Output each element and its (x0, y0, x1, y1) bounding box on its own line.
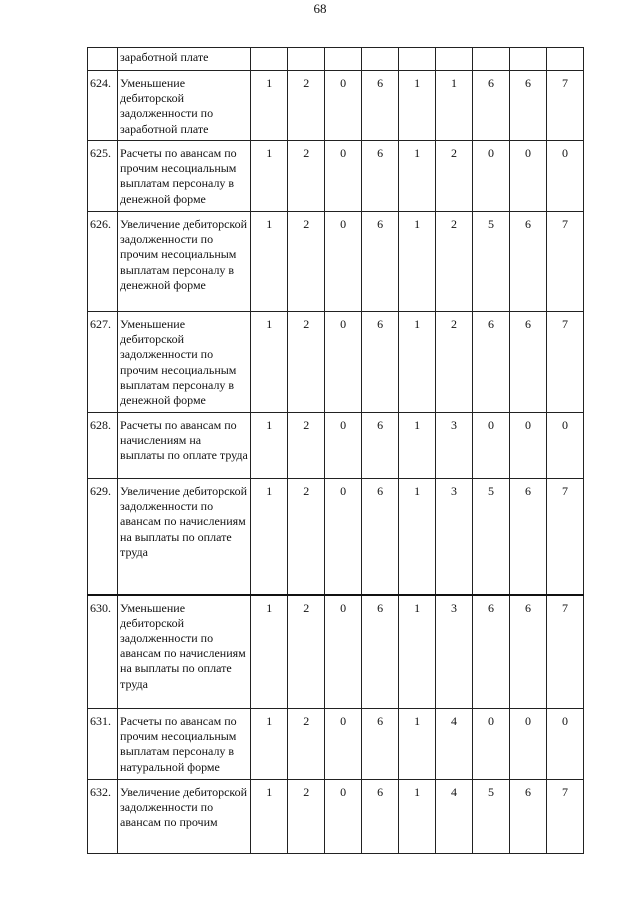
row-number: 630. (88, 595, 118, 709)
table-row (88, 71, 584, 141)
code-digit: 0 (325, 413, 362, 479)
code-digit: 6 (362, 479, 399, 595)
code-digit: 3 (436, 413, 473, 479)
table-row (88, 413, 584, 479)
row-number: 628. (88, 413, 118, 479)
row-name: Уменьшение дебиторской задолженности по заработной плате (118, 71, 251, 141)
row-name: Уменьшение дебиторской задолженности по прочим несоциальным выплатам персоналу в денежной форме (118, 312, 251, 413)
code-digit: 2 (288, 780, 325, 854)
code-digit: 6 (509, 595, 546, 709)
code-digit: 0 (473, 709, 510, 780)
accounts-table (87, 47, 584, 854)
code-digit: 1 (251, 709, 288, 780)
code-digit: 4 (436, 780, 473, 854)
row-number: 632. (88, 780, 118, 854)
code-digit: 6 (509, 212, 546, 312)
code-digit: 7 (546, 212, 583, 312)
code-digit: 1 (399, 312, 436, 413)
code-digit: 1 (251, 312, 288, 413)
table-row (88, 312, 584, 413)
code-digit: 0 (325, 479, 362, 595)
code-digit: 4 (436, 709, 473, 780)
code-digit: 1 (251, 71, 288, 141)
code-digit: 1 (436, 71, 473, 141)
code-digit: 2 (288, 71, 325, 141)
code-digit: 0 (325, 780, 362, 854)
code-digit (325, 48, 362, 71)
code-digit (288, 48, 325, 71)
row-number: 627. (88, 312, 118, 413)
code-digit: 1 (399, 212, 436, 312)
code-digit: 0 (509, 709, 546, 780)
row-number: 629. (88, 479, 118, 595)
code-digit: 5 (473, 780, 510, 854)
code-digit: 2 (288, 479, 325, 595)
code-digit: 6 (362, 141, 399, 212)
row-name: Уменьшение дебиторской задолженности по авансам по начислениям на выплаты по оплате труда (118, 595, 251, 709)
code-digit (362, 48, 399, 71)
table-row (88, 48, 584, 71)
code-digit (546, 48, 583, 71)
code-digit: 1 (399, 780, 436, 854)
code-digit: 6 (362, 413, 399, 479)
code-digit: 0 (546, 141, 583, 212)
code-digit: 1 (399, 709, 436, 780)
code-digit: 1 (399, 141, 436, 212)
code-digit: 2 (436, 312, 473, 413)
code-digit: 3 (436, 595, 473, 709)
code-digit (473, 48, 510, 71)
code-digit (251, 48, 288, 71)
code-digit: 2 (288, 595, 325, 709)
code-digit: 6 (473, 71, 510, 141)
code-digit: 6 (362, 71, 399, 141)
code-digit: 6 (509, 312, 546, 413)
page-number: 68 (313, 1, 327, 16)
code-digit: 0 (546, 413, 583, 479)
table-row (88, 141, 584, 212)
code-digit: 7 (546, 312, 583, 413)
table-row (88, 479, 584, 595)
code-digit: 7 (546, 71, 583, 141)
code-digit: 0 (546, 709, 583, 780)
code-digit: 0 (325, 212, 362, 312)
table-row (88, 212, 584, 312)
row-name: Расчеты по авансам по начислениям на выплаты по оплате труда (118, 413, 251, 479)
code-digit: 1 (251, 141, 288, 212)
code-digit: 1 (399, 479, 436, 595)
code-digit: 0 (473, 413, 510, 479)
code-digit: 6 (362, 212, 399, 312)
code-digit: 5 (473, 479, 510, 595)
code-digit: 1 (251, 780, 288, 854)
code-digit: 6 (362, 709, 399, 780)
row-name: Увеличение дебиторской задолженности по авансам по прочим (118, 780, 251, 854)
code-digit: 6 (362, 312, 399, 413)
code-digit: 0 (509, 141, 546, 212)
code-digit: 7 (546, 595, 583, 709)
code-digit (436, 48, 473, 71)
code-digit: 1 (399, 71, 436, 141)
code-digit: 1 (251, 413, 288, 479)
code-digit: 2 (288, 141, 325, 212)
code-digit: 2 (288, 312, 325, 413)
code-digit: 6 (362, 595, 399, 709)
code-digit: 6 (509, 479, 546, 595)
code-digit: 2 (288, 709, 325, 780)
code-digit: 2 (436, 141, 473, 212)
code-digit: 0 (325, 595, 362, 709)
code-digit: 0 (473, 141, 510, 212)
code-digit: 6 (473, 595, 510, 709)
row-number: 631. (88, 709, 118, 780)
row-name: заработной плате (118, 48, 251, 71)
row-name: Увеличение дебиторской задолженности по авансам по начислениям на выплаты по оплате труда (118, 479, 251, 595)
code-digit: 0 (325, 312, 362, 413)
row-number (88, 48, 118, 71)
code-digit: 2 (288, 413, 325, 479)
code-digit: 2 (288, 212, 325, 312)
table-row (88, 780, 584, 854)
row-name: Расчеты по авансам по прочим несоциальным выплатам персоналу в натуральной форме (118, 709, 251, 780)
table-row (88, 595, 584, 709)
code-digit (399, 48, 436, 71)
row-number: 625. (88, 141, 118, 212)
code-digit: 1 (399, 595, 436, 709)
code-digit: 6 (509, 71, 546, 141)
table-row (88, 709, 584, 780)
code-digit: 6 (362, 780, 399, 854)
code-digit: 1 (399, 413, 436, 479)
code-digit: 0 (509, 413, 546, 479)
code-digit (509, 48, 546, 71)
row-name: Расчеты по авансам по прочим несоциальным выплатам персоналу в денежной форме (118, 141, 251, 212)
code-digit: 3 (436, 479, 473, 595)
code-digit: 1 (251, 595, 288, 709)
code-digit: 0 (325, 71, 362, 141)
row-number: 626. (88, 212, 118, 312)
code-digit: 0 (325, 709, 362, 780)
code-digit: 2 (436, 212, 473, 312)
row-number: 624. (88, 71, 118, 141)
code-digit: 6 (509, 780, 546, 854)
code-digit: 0 (325, 141, 362, 212)
code-digit: 7 (546, 780, 583, 854)
code-digit: 5 (473, 212, 510, 312)
code-digit: 1 (251, 479, 288, 595)
code-digit: 1 (251, 212, 288, 312)
row-name: Увеличение дебиторской задолженности по прочим несоциальным выплатам персоналу в денежной форме (118, 212, 251, 312)
code-digit: 7 (546, 479, 583, 595)
accounts-table-body (88, 48, 584, 854)
code-digit: 6 (473, 312, 510, 413)
